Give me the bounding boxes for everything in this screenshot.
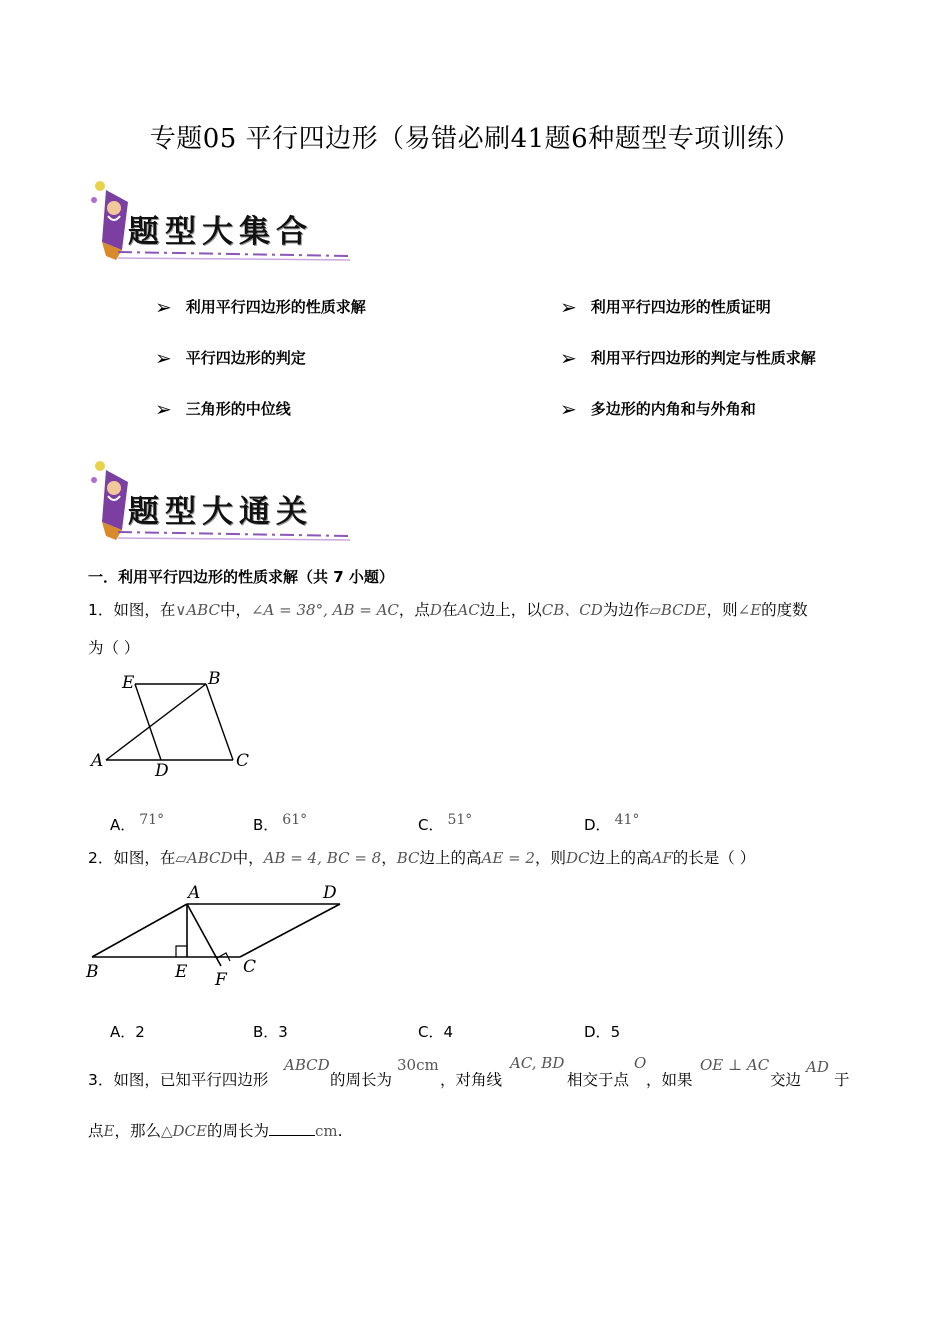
q3-text: 相交于点 (567, 1071, 630, 1089)
q3-diagonals: AC, BD (510, 1054, 565, 1072)
question-1-line-1: 1．如图，在∨ABC中，∠A = 38°, AB = AC，点D在AC边上，以CB、CD为边作▱BCDE，则∠E的度数 (88, 601, 808, 619)
question-3-line-2: 点E，那么△DCE的周长为 cm. (88, 1122, 343, 1140)
q3-perimeter: 30cm (397, 1056, 439, 1074)
q3-condition: OE ⊥ AC (700, 1056, 770, 1074)
answer-blank[interactable] (269, 1121, 315, 1136)
arrow-bullet-icon: ➢ (155, 294, 172, 319)
q3-text: ，如果 (646, 1071, 693, 1089)
topic-item: ➢ 利用平行四边形的判定与性质求解 (560, 345, 816, 370)
arrow-bullet-icon: ➢ (155, 345, 172, 370)
q3-text: 交边 (770, 1071, 802, 1089)
question-1-figure (88, 666, 268, 781)
label-B: B (208, 669, 221, 689)
label-F: F (215, 970, 227, 990)
label-A: A (188, 883, 201, 903)
label-D: D (155, 761, 169, 781)
q3-text: ，对角线 (440, 1071, 503, 1089)
topic-item: ➢ 多边形的内角和与外角和 (560, 396, 756, 421)
question-2-option-a[interactable]: A．2 (110, 1023, 145, 1041)
q3-text: 于 (834, 1071, 850, 1089)
q3-text: 的周长为 (330, 1071, 393, 1089)
banner-label: 题型大集合 (128, 214, 313, 250)
label-E: E (175, 962, 188, 982)
question-2-text: 2．如图，在▱ABCD中，AB = 4, BC = 8，BC边上的高AE = 2，则DC边上的高AF的长是（ ） (88, 849, 756, 867)
question-1-line-2: 为（ ） (88, 639, 140, 657)
question-2-option-c[interactable]: C．4 (418, 1023, 454, 1041)
label-B: B (86, 962, 99, 982)
topic-item: ➢ 平行四边形的判定 (155, 345, 306, 370)
banner-label: 题型大通关 (128, 494, 313, 530)
arrow-bullet-icon: ➢ (155, 396, 172, 421)
question-1-option-c[interactable]: C． 51° (418, 812, 473, 834)
section-heading: 一．利用平行四边形的性质求解（共 7 小题） (88, 568, 394, 586)
label-D: D (323, 883, 337, 903)
topic-item: ➢ 利用平行四边形的性质求解 (155, 294, 366, 319)
label-E: E (122, 673, 135, 693)
label-C: C (236, 751, 250, 771)
arrow-bullet-icon: ➢ (560, 294, 577, 319)
question-2-figure (80, 880, 360, 992)
banner-topic-challenge (88, 460, 358, 545)
arrow-bullet-icon: ➢ (560, 396, 577, 421)
banner-topic-collection (88, 180, 358, 265)
topic-item: ➢ 利用平行四边形的性质证明 (560, 294, 771, 319)
question-1-option-a[interactable]: A． 71° (110, 812, 165, 834)
question-3-line-1-start: 3．如图，已知平行四边形 (88, 1071, 269, 1089)
question-1-option-d[interactable]: D． 41° (584, 812, 640, 834)
question-2-option-d[interactable]: D．5 (584, 1023, 621, 1041)
q3-point-o: O (634, 1054, 647, 1072)
page-title: 专题05 平行四边形（易错必刷41题6种题型专项训练） (149, 124, 801, 154)
q3-ad: AD (806, 1058, 829, 1076)
label-A: A (91, 751, 104, 771)
label-C: C (243, 957, 257, 977)
question-2-option-b[interactable]: B．3 (253, 1023, 288, 1041)
question-1-option-b[interactable]: B． 61° (253, 812, 308, 834)
q3-abcd: ABCD (284, 1056, 330, 1074)
topic-item: ➢ 三角形的中位线 (155, 396, 291, 421)
arrow-bullet-icon: ➢ (560, 345, 577, 370)
